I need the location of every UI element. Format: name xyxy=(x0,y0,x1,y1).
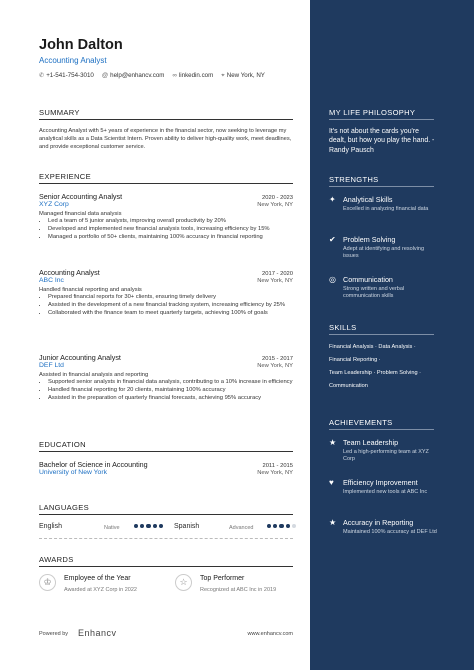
divider xyxy=(39,119,293,120)
strength-desc: Strong written and verbal communication skills xyxy=(343,286,405,300)
job-description: Handled financial reporting and analysis xyxy=(39,287,142,293)
job-company: DEF Ltd xyxy=(39,362,64,369)
check-circle-icon: ✔ xyxy=(329,235,336,244)
job-location: New York, NY xyxy=(257,278,293,284)
strength-title: Problem Solving xyxy=(343,235,396,244)
lightbulb-icon: ✦ xyxy=(329,195,336,204)
job-entry xyxy=(39,192,293,241)
phone-icon: ✆ xyxy=(39,72,45,79)
skill-line: Communication xyxy=(329,382,368,389)
language-rating xyxy=(134,524,163,528)
job-bullet: • Supported senior analysts in financial data analysis, contributing to a 10% increase in efficiency xyxy=(48,379,293,387)
divider xyxy=(329,429,434,430)
skill-line: Financial Reporting · xyxy=(329,356,381,363)
sidebar xyxy=(310,0,474,670)
phone: +1-541-754-3010 xyxy=(46,72,94,79)
skill-line: Financial Analysis · Data Analysis · xyxy=(329,344,416,350)
language-rating xyxy=(267,524,296,528)
experience-heading: EXPERIENCE xyxy=(39,172,91,181)
job-location: New York, NY xyxy=(257,363,293,369)
language-name: Spanish xyxy=(174,523,200,530)
email[interactable]: help@enhancv.com xyxy=(110,72,165,79)
award-title: Top Performer xyxy=(200,575,245,582)
achievement-title: Team Leadership xyxy=(343,438,399,447)
footer-site[interactable]: www.enhancv.com xyxy=(247,631,293,637)
chat-icon: ◎ xyxy=(329,275,336,284)
award-desc: Recognized at ABC Inc in 2019 xyxy=(200,587,277,593)
language-item xyxy=(39,523,62,530)
language-level: Advanced xyxy=(229,524,254,531)
star-icon: ★ xyxy=(329,438,337,447)
divider xyxy=(39,451,293,452)
award-title: Employee of the Year xyxy=(64,575,131,582)
job-dates: 2020 - 2023 xyxy=(262,195,293,201)
job-bullet: • Assisted in the development of a new financial tracking system, increasing efficiency by 25% xyxy=(48,302,293,310)
achievement-title: Efficiency Improvement xyxy=(343,478,418,487)
divider xyxy=(39,566,293,567)
contact-bar xyxy=(39,72,265,80)
job-entry xyxy=(39,268,293,317)
divider xyxy=(39,183,293,184)
job-bullet: • Led a team of 5 junior analysts, improving overall productivity by 20% xyxy=(48,218,293,226)
divider xyxy=(329,119,434,120)
divider xyxy=(329,186,434,187)
summary-text: Accounting Analyst with 5+ years of experience in the financial sector, now seeking to leverage my analytical skills as a Data Scientist Intern. Proven ability to deliver high-quality work, meet deadlines, and provide exceptional customer service. xyxy=(39,128,292,150)
job-entry xyxy=(39,353,293,402)
job-bullet: • Prepared financial reports for 30+ clients, ensuring timely delivery xyxy=(48,294,293,302)
strength-title: Analytical Skills xyxy=(343,195,393,204)
location: New York, NY xyxy=(226,72,265,79)
job-company: ABC Inc xyxy=(39,277,64,284)
job-role: Senior Accounting Analyst xyxy=(39,192,123,201)
award-desc: Awarded at XYZ Corp in 2022 xyxy=(64,587,137,593)
powered-by: Powered by xyxy=(39,631,69,637)
language-item xyxy=(174,523,199,530)
job-description: Managed financial data analysis xyxy=(39,211,122,217)
job-bullet: • Handled financial reporting for 20 clients, maintaining 100% accuracy xyxy=(48,387,293,395)
location-icon: ⌖ xyxy=(221,72,225,79)
star-icon: ★ xyxy=(329,518,337,527)
divider xyxy=(329,334,434,335)
job-role: Junior Accounting Analyst xyxy=(39,353,121,362)
achievement-desc: Maintained 100% accuracy at DEF Ltd xyxy=(343,529,437,535)
philosophy-heading: MY LIFE PHILOSOPHY xyxy=(329,108,416,117)
job-bullet: • Developed and implemented new financial analysis tools, increasing efficiency by 15% xyxy=(48,226,293,234)
enhancv-logo[interactable]: Enhancv xyxy=(78,628,117,638)
language-level: Native xyxy=(104,524,120,531)
divider xyxy=(39,514,293,515)
strength-desc: Adept at identifying and resolving issues xyxy=(343,246,425,260)
job-location: New York, NY xyxy=(257,202,293,208)
summary-heading: SUMMARY xyxy=(39,108,80,117)
philosophy-quote: It's not about the cards you're dealt, but how you play the hand. - Randy Pausch xyxy=(329,128,435,154)
trophy-icon: ♔ xyxy=(39,574,56,591)
job-bullet: • Assisted in the preparation of quarterly financial forecasts, achieving 95% accuracy xyxy=(48,395,293,403)
divider xyxy=(39,538,293,539)
education-location: New York, NY xyxy=(257,470,293,476)
skills-list xyxy=(329,341,439,392)
strength-title: Communication xyxy=(343,275,393,284)
degree: Bachelor of Science in Accounting xyxy=(39,460,148,469)
skills-heading: SKILLS xyxy=(329,323,357,332)
education-heading: EDUCATION xyxy=(39,440,86,449)
skill-line: Team Leadership · Problem Solving · xyxy=(329,369,422,376)
star-icon: ☆ xyxy=(175,574,192,591)
job-company: XYZ Corp xyxy=(39,201,69,208)
languages-heading: LANGUAGES xyxy=(39,503,89,512)
achievements-heading: ACHIEVEMENTS xyxy=(329,418,393,427)
email-icon: @ xyxy=(101,72,109,79)
achievement-desc: Led a high-performing team at XYZ Corp xyxy=(343,449,429,463)
job-bullet: • Collaborated with the finance team to meet quarterly targets, achieving 100% of goals xyxy=(48,310,293,318)
achievement-title: Accuracy in Reporting xyxy=(343,518,414,527)
linkedin[interactable]: linkedin.com xyxy=(178,72,214,79)
job-dates: 2017 - 2020 xyxy=(262,271,293,277)
job-description: Assisted in financial analysis and reporting xyxy=(39,372,149,378)
candidate-title: Accounting Analyst xyxy=(39,56,107,65)
strengths-heading: STRENGTHS xyxy=(329,175,379,184)
achievement-desc: Implemented new tools at ABC Inc xyxy=(343,489,428,495)
job-dates: 2015 - 2017 xyxy=(262,356,293,362)
link-icon: ∞ xyxy=(172,72,177,79)
candidate-name: John Dalton xyxy=(39,37,123,53)
education-entry xyxy=(39,460,293,476)
awards-heading: AWARDS xyxy=(39,555,74,564)
heart-icon: ♥ xyxy=(329,478,334,487)
strength-desc: Excelled in analyzing financial data xyxy=(343,206,429,212)
language-name: English xyxy=(39,523,62,530)
job-bullet: • Managed a portfolio of 50+ clients, maintaining 100% accuracy in financial reporting xyxy=(48,234,293,242)
school: University of New York xyxy=(39,469,107,476)
education-dates: 2011 - 2015 xyxy=(262,463,293,469)
job-role: Accounting Analyst xyxy=(39,268,100,277)
